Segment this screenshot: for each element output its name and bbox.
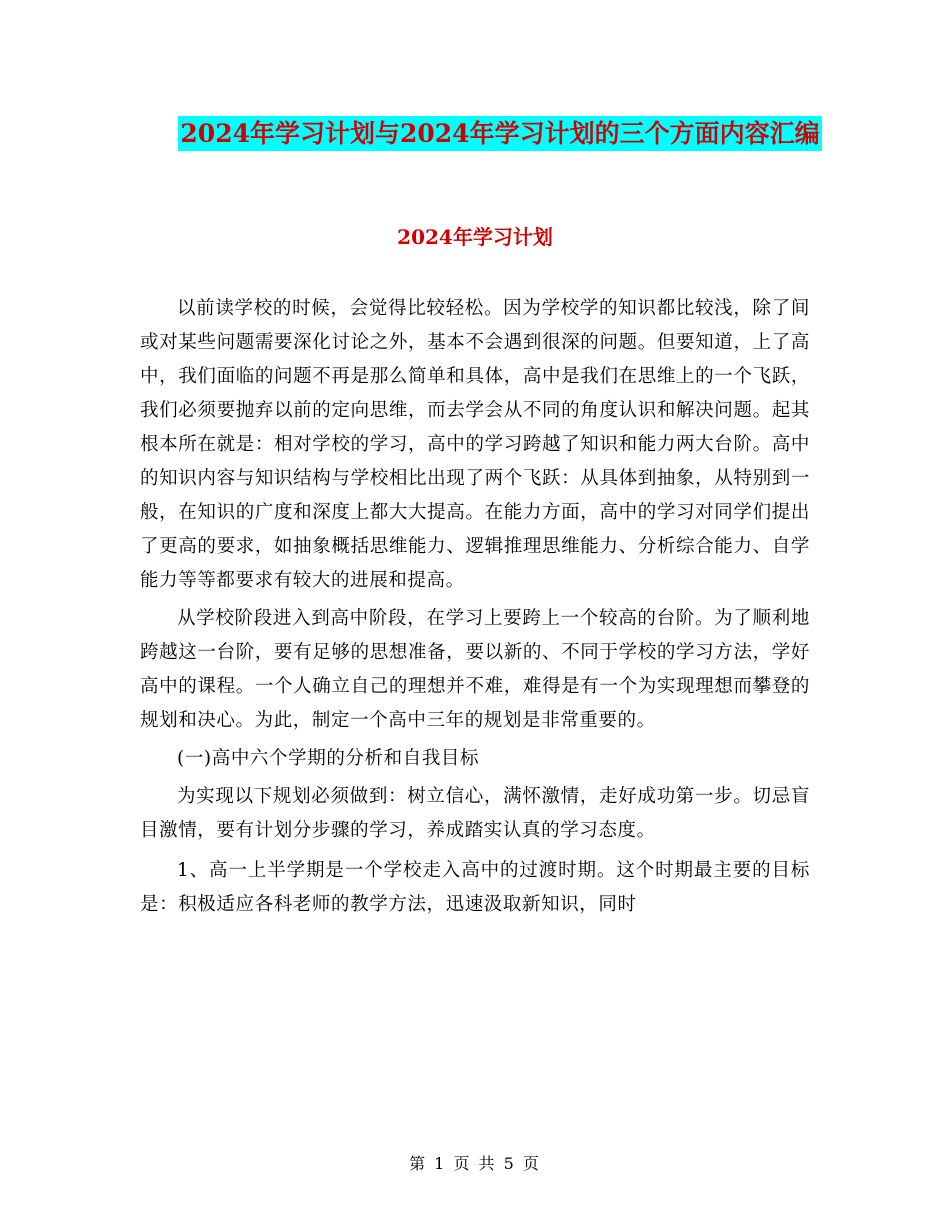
- paragraph-2: 从学校阶段进入到高中阶段，在学习上要跨上一个较高的台阶。为了顺利地跨越这一台阶，要有足够的思想准备，要以新的、不同于学校的学习方法，学好高中的课程。一个人确立自己的理想并不难，难得是有一个为实现理想而攀登的规划和决心。为此，制定一个高中三年的规划是非常重要的。: [140, 608, 810, 731]
- document-body: [140, 292, 810, 926]
- paragraph-3: (一)高中六个学期的分析和自我目标: [177, 748, 480, 769]
- document-title: [140, 112, 860, 156]
- document-title-text: 2024年学习计划与2024年学习计划的三个方面内容汇编: [178, 116, 821, 151]
- paragraph-4: 为实现以下规划必须做到：树立信心，满怀激情，走好成功第一步。切忌盲目激情，要有计划分步骤的学习，养成踏实认真的学习态度。: [140, 786, 810, 841]
- paragraph-1: 以前读学校的时候，会觉得比较轻松。因为学校学的知识都比较浅，除了间或对某些问题需要深化讨论之外，基本不会遇到很深的问题。但要知道，上了高中，我们面临的问题不再是那么简单和具体，高中是我们在思维上的一个飞跃，我们必须要抛弃以前的定向思维，而去学会从不同的角度认识和解决问题。起其根本所在就是：相对学校的学习，高中的学习跨越了知识和能力两大台阶。高中的知识内容与知识结构与学校相比出现了两个飞跃：从具体到抽象，从特别到一般，在知识的广度和深度上都大大提高。在能力方面，高中的学习对同学们提出了更高的要求，如抽象概括思维能力、逻辑推理思维能力、分析综合能力、自学能力等等都要求有较大的进展和提高。: [140, 298, 810, 591]
- paragraph-5: 1、高一上半学期是一个学校走入高中的过渡时期。这个时期最主要的目标是：积极适应各科老师的教学方法，迅速汲取新知识，同时: [140, 860, 810, 915]
- section-heading: 2024年学习计划: [397, 225, 553, 249]
- page-footer: 第 1 页 共 5 页: [409, 1154, 541, 1173]
